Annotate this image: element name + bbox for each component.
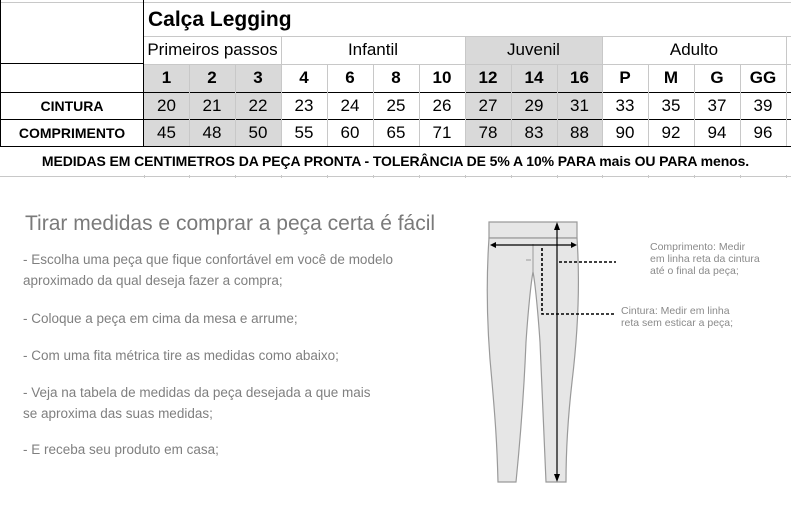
measure-cell: 31 bbox=[570, 95, 589, 115]
row-label-cintura: CINTURA bbox=[40, 97, 104, 114]
grid-line bbox=[694, 175, 695, 178]
guide-step-1: - Escolha uma peça que fique confortável em você de modelo aproximado da qual deseja fazer a compra; bbox=[23, 252, 393, 288]
size-header-cell: 8 bbox=[391, 68, 401, 87]
guide-step-4: - Veja na tabela de medidas da peça desejada a que mais se aproxima das suas medidas; bbox=[23, 385, 371, 421]
measure-cell: 78 bbox=[478, 122, 498, 142]
grid-line bbox=[0, 176, 791, 177]
size-header-cell: P bbox=[619, 68, 631, 87]
grid-line bbox=[511, 175, 512, 178]
grid-line bbox=[648, 175, 649, 178]
guide-step-3: - Com uma fita métrica tire as medidas como abaixo; bbox=[23, 348, 339, 363]
measure-cell: 26 bbox=[432, 95, 452, 115]
measure-cell: 71 bbox=[432, 122, 452, 142]
measure-cell: 55 bbox=[294, 122, 314, 142]
size-header-cell: 14 bbox=[524, 68, 544, 87]
size-header-cell: 1 bbox=[161, 68, 172, 87]
measurement-note: MEDIDAS EM CENTIMETROS DA PEÇA PRONTA - TOLERÂNCIA DE 5% A 10% PARA mais OU PARA menos. bbox=[41, 152, 750, 169]
size-header-cell: 2 bbox=[207, 68, 217, 87]
group-adulto: Adulto bbox=[669, 40, 719, 59]
group-infantil: Infantil bbox=[347, 40, 399, 59]
measure-cell: 33 bbox=[615, 95, 635, 115]
measure-cell: 23 bbox=[294, 95, 314, 115]
measure-cell: 25 bbox=[386, 95, 406, 115]
legging-silhouette bbox=[487, 238, 578, 482]
measure-cell: 27 bbox=[478, 95, 498, 115]
grid-line bbox=[786, 175, 787, 178]
guide-title: Tirar medidas e comprar a peça certa é fácil bbox=[25, 212, 436, 235]
measure-cell: 92 bbox=[661, 122, 681, 142]
size-header-cell: M bbox=[663, 68, 679, 87]
size-header-cell: GG bbox=[749, 68, 777, 87]
grid-line bbox=[144, 175, 145, 178]
grid-line bbox=[557, 175, 558, 178]
guide-step-5: - E receba seu produto em casa; bbox=[23, 442, 219, 457]
guide-step-2: - Coloque a peça em cima da mesa e arrume; bbox=[23, 311, 298, 326]
measure-cell: 45 bbox=[157, 122, 176, 142]
measure-cell: 22 bbox=[248, 95, 268, 115]
grid-line bbox=[419, 175, 420, 178]
measure-cell: 20 bbox=[157, 95, 176, 115]
measure-cell: 29 bbox=[524, 95, 544, 115]
grid-line bbox=[189, 175, 190, 178]
size-header-cell: 16 bbox=[570, 68, 589, 87]
size-header-cell: 10 bbox=[432, 68, 452, 87]
size-header-cell: G bbox=[710, 68, 724, 87]
measure-cell: 83 bbox=[524, 122, 544, 142]
measure-cell: 94 bbox=[707, 122, 727, 142]
measure-cell: 60 bbox=[340, 122, 360, 142]
grid-line bbox=[740, 175, 741, 178]
group-juvenil: Juvenil bbox=[507, 40, 560, 59]
length-annotation: Comprimento: Medir em linha reta da cintura até o final da peça; bbox=[650, 241, 760, 277]
measure-cell: 39 bbox=[753, 95, 773, 115]
measure-cell: 37 bbox=[707, 95, 727, 115]
grid-line bbox=[327, 175, 328, 178]
grid-line bbox=[0, 63, 144, 64]
group-primeiros-passos: Primeiros passos bbox=[147, 40, 278, 59]
measure-cell: 24 bbox=[340, 95, 360, 115]
measure-cell: 96 bbox=[753, 122, 773, 142]
grid-line bbox=[281, 175, 282, 178]
legging-waistband bbox=[489, 222, 577, 238]
grid-line bbox=[0, 2, 791, 3]
size-table bbox=[0, 0, 791, 180]
measure-cell: 48 bbox=[202, 122, 222, 142]
grid-line bbox=[786, 64, 787, 146]
size-header-cell: 3 bbox=[253, 68, 263, 87]
grid-line bbox=[602, 175, 603, 178]
grid-line bbox=[235, 175, 236, 178]
grid-line bbox=[373, 175, 374, 178]
grid-line bbox=[465, 175, 466, 178]
measure-cell: 21 bbox=[202, 95, 222, 115]
measure-cell: 35 bbox=[661, 95, 681, 115]
grid-line bbox=[786, 36, 787, 64]
measure-cell: 90 bbox=[615, 122, 635, 142]
table-title: Calça Legging bbox=[148, 8, 292, 31]
size-header-cell: 6 bbox=[345, 68, 355, 87]
waist-annotation: Cintura: Medir em linha reta sem esticar a peça; bbox=[621, 305, 734, 329]
measure-cell: 50 bbox=[248, 122, 268, 142]
row-label-comprimento: COMPRIMENTO bbox=[18, 124, 126, 141]
measure-cell: 88 bbox=[570, 122, 589, 142]
measure-cell: 65 bbox=[386, 122, 406, 142]
size-header-cell: 12 bbox=[478, 68, 498, 87]
size-header-cell: 4 bbox=[299, 68, 309, 87]
